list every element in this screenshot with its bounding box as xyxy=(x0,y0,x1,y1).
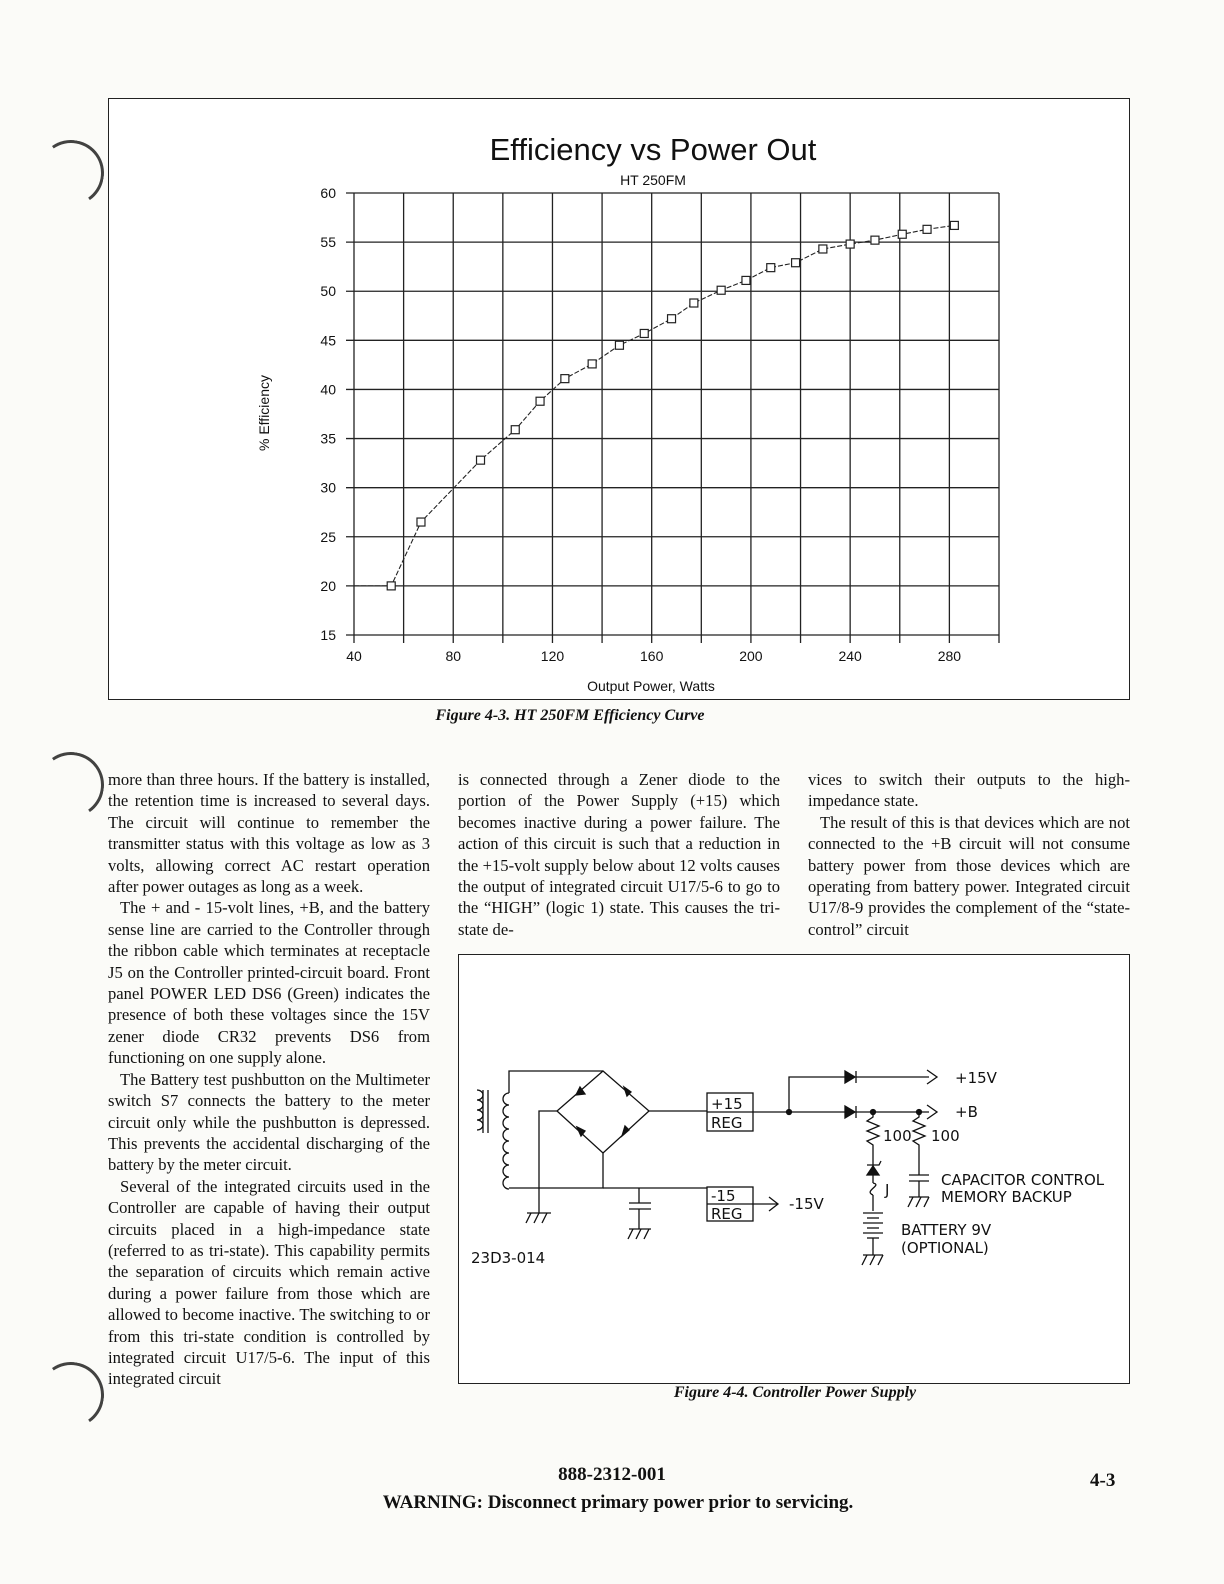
ground-symbol xyxy=(526,1213,551,1223)
minus-15v-label: -15V xyxy=(789,1195,824,1213)
bridge-rectifier xyxy=(557,1071,649,1153)
chart-x-tick-label: 280 xyxy=(937,648,962,664)
text-column-1 xyxy=(108,769,430,1390)
binder-hole-middle xyxy=(33,747,109,823)
chart-title: Efficiency vs Power Out xyxy=(489,132,817,167)
m15reg-label-bottom: REG xyxy=(711,1205,743,1223)
col3-paragraph-2: The result of this is that devices which are not connected to the +B circuit will not consume battery power from those devices which are operating from battery power. Integrated circuit U17/8-9 provides the complement of the “state-control” circuit xyxy=(808,812,1130,939)
battery-label-2: (OPTIONAL) xyxy=(901,1239,989,1257)
diode-plus15 xyxy=(845,1071,855,1083)
power-supply-schematic xyxy=(458,954,1130,1384)
chart-y-tick-label: 20 xyxy=(320,577,336,594)
resistor-2 xyxy=(913,1112,925,1175)
chart-data-point xyxy=(690,299,698,307)
battery-label-1: BATTERY 9V xyxy=(901,1221,992,1239)
drawing-number: 23D3-014 xyxy=(471,1249,546,1267)
chart-data-point xyxy=(668,315,676,323)
col1-paragraph-3: The Battery test pushbutton on the Multimeter switch S7 connects the battery to the meter circuit only while the pushbutton is depressed. This prevents the accidental discharging of the battery by the meter circuit. xyxy=(108,1069,430,1175)
chart-data-point xyxy=(417,518,425,526)
diode-plus-b xyxy=(845,1106,855,1118)
chart-data-point xyxy=(819,245,827,253)
chart-data-point xyxy=(536,397,544,405)
plus-15v-label: +15V xyxy=(955,1069,997,1087)
chart-series-line xyxy=(354,225,954,586)
chart-canvas xyxy=(109,99,1131,701)
p15reg-label-bottom: REG xyxy=(711,1114,743,1132)
chart-data-point xyxy=(871,236,879,244)
jumper-label: J xyxy=(885,1181,890,1199)
transformer-symbol xyxy=(477,1090,509,1189)
chart-data-point xyxy=(561,375,569,383)
chart-x-axis-label: Output Power, Watts xyxy=(587,678,715,694)
efficiency-chart xyxy=(108,98,1130,700)
chart-data-point xyxy=(511,426,519,434)
col1-paragraph-2: The + and - 15-volt lines, +B, and the battery sense line are carried to the Controller through the ribbon cable which terminates at receptacle J5 on the Controller printed-circuit board. Front panel POWER LED DS6 (Green) indicates the presence of both these voltages since the 15V zener diode CR32 prevents DS6 from functioning on one supply alone. xyxy=(108,898,430,1068)
chart-grid xyxy=(346,193,999,643)
p15reg-label-top: +15 xyxy=(711,1095,743,1113)
chart-y-tick-label: 55 xyxy=(320,234,336,251)
chart-y-tick-label: 50 xyxy=(320,283,336,300)
col3-paragraph-1: vices to switch their outputs to the high-impedance state. xyxy=(808,770,1130,811)
figure-4-4-caption: Figure 4-4. Controller Power Supply xyxy=(673,1384,917,1401)
chart-data-point xyxy=(846,240,854,248)
binder-hole-bottom xyxy=(33,1357,109,1433)
chart-x-tick-label: 200 xyxy=(739,648,763,664)
chart-x-tick-label: 120 xyxy=(540,648,565,664)
chart-ticks xyxy=(320,185,961,664)
chart-data-point xyxy=(742,276,750,284)
binder-hole-top xyxy=(33,135,109,211)
text-column-2 xyxy=(458,769,780,940)
col2-paragraph-1: is connected through a Zener diode to the portion of the Power Supply (+15) which becomes inactive during a power failure. The action of this circuit is such that a reduction in the +15-volt supply below about 12 volts causes the output of integrated circuit U17/5-6 to go to the “HIGH” (logic 1) state. This causes the tri-state de- xyxy=(458,770,780,939)
chart-data-point xyxy=(615,341,623,349)
chart-y-tick-label: 30 xyxy=(320,479,336,496)
capacitor-label-1: CAPACITOR CONTROL xyxy=(941,1171,1105,1189)
plus-b-label: +B xyxy=(955,1103,978,1121)
chart-data-point xyxy=(477,456,485,464)
chart-y-tick-label: 25 xyxy=(320,528,336,545)
chart-y-tick-label: 60 xyxy=(320,185,336,201)
chart-data-point xyxy=(588,360,596,368)
capacitor-label-2: MEMORY BACKUP xyxy=(941,1188,1072,1206)
chart-y-tick-label: 45 xyxy=(320,332,336,349)
chart-data-point xyxy=(640,329,648,337)
chart-y-axis-label: % Efficiency xyxy=(256,375,272,451)
chart-x-tick-label: 80 xyxy=(445,648,462,664)
resistor-1 xyxy=(867,1112,879,1167)
chart-x-tick-label: 160 xyxy=(640,648,664,664)
m15reg-label-top: -15 xyxy=(711,1187,736,1205)
document-number: 888-2312-001 xyxy=(558,1464,666,1485)
resistor-2-label: 100 xyxy=(931,1127,960,1145)
chart-series xyxy=(354,221,958,589)
chart-data-point xyxy=(767,264,775,272)
text-column-3 xyxy=(808,769,1130,940)
backup-capacitor xyxy=(908,1175,929,1207)
servicing-warning: WARNING: Disconnect primary power prior to servicing. xyxy=(382,1492,854,1513)
figure-4-3-caption: Figure 4-3. HT 250FM Efficiency Curve xyxy=(435,707,705,724)
battery-symbol xyxy=(862,1213,883,1265)
col1-paragraph-4: Several of the integrated circuits used in the Controller are capable of having their output circuits placed in a high-impedance state (referred to as tri-state). This capability permits the separation of circuits which remain active during a power failure from those which are allowed to become inactive. The switching to or from this tri-state condition is controlled by integrated circuit U17/5-6. The input of this integrated circuit xyxy=(108,1176,430,1389)
chart-data-point xyxy=(792,259,800,267)
chart-data-point xyxy=(950,221,958,229)
chart-data-point xyxy=(387,582,395,590)
chart-y-tick-label: 15 xyxy=(320,627,336,643)
col1-paragraph-1: more than three hours. If the battery is installed, the retention time is increased to several days. The circuit will continue to remember the transmitter status with this voltage as low as 3 volts, allowing correct AC restart operation after power outages as long as a week. xyxy=(108,770,430,897)
chart-y-tick-label: 35 xyxy=(320,430,336,447)
chart-data-point xyxy=(923,225,931,233)
zener-diode xyxy=(867,1166,879,1175)
chart-x-tick-label: 40 xyxy=(346,648,362,664)
resistor-1-label: 100 xyxy=(883,1127,912,1145)
page-number: 4-3 xyxy=(1090,1470,1116,1491)
chart-y-tick-label: 40 xyxy=(320,381,336,398)
chart-x-tick-label: 240 xyxy=(838,648,862,664)
chart-subtitle: HT 250FM xyxy=(620,172,686,188)
chart-data-point xyxy=(717,286,725,294)
chart-data-point xyxy=(898,230,906,238)
